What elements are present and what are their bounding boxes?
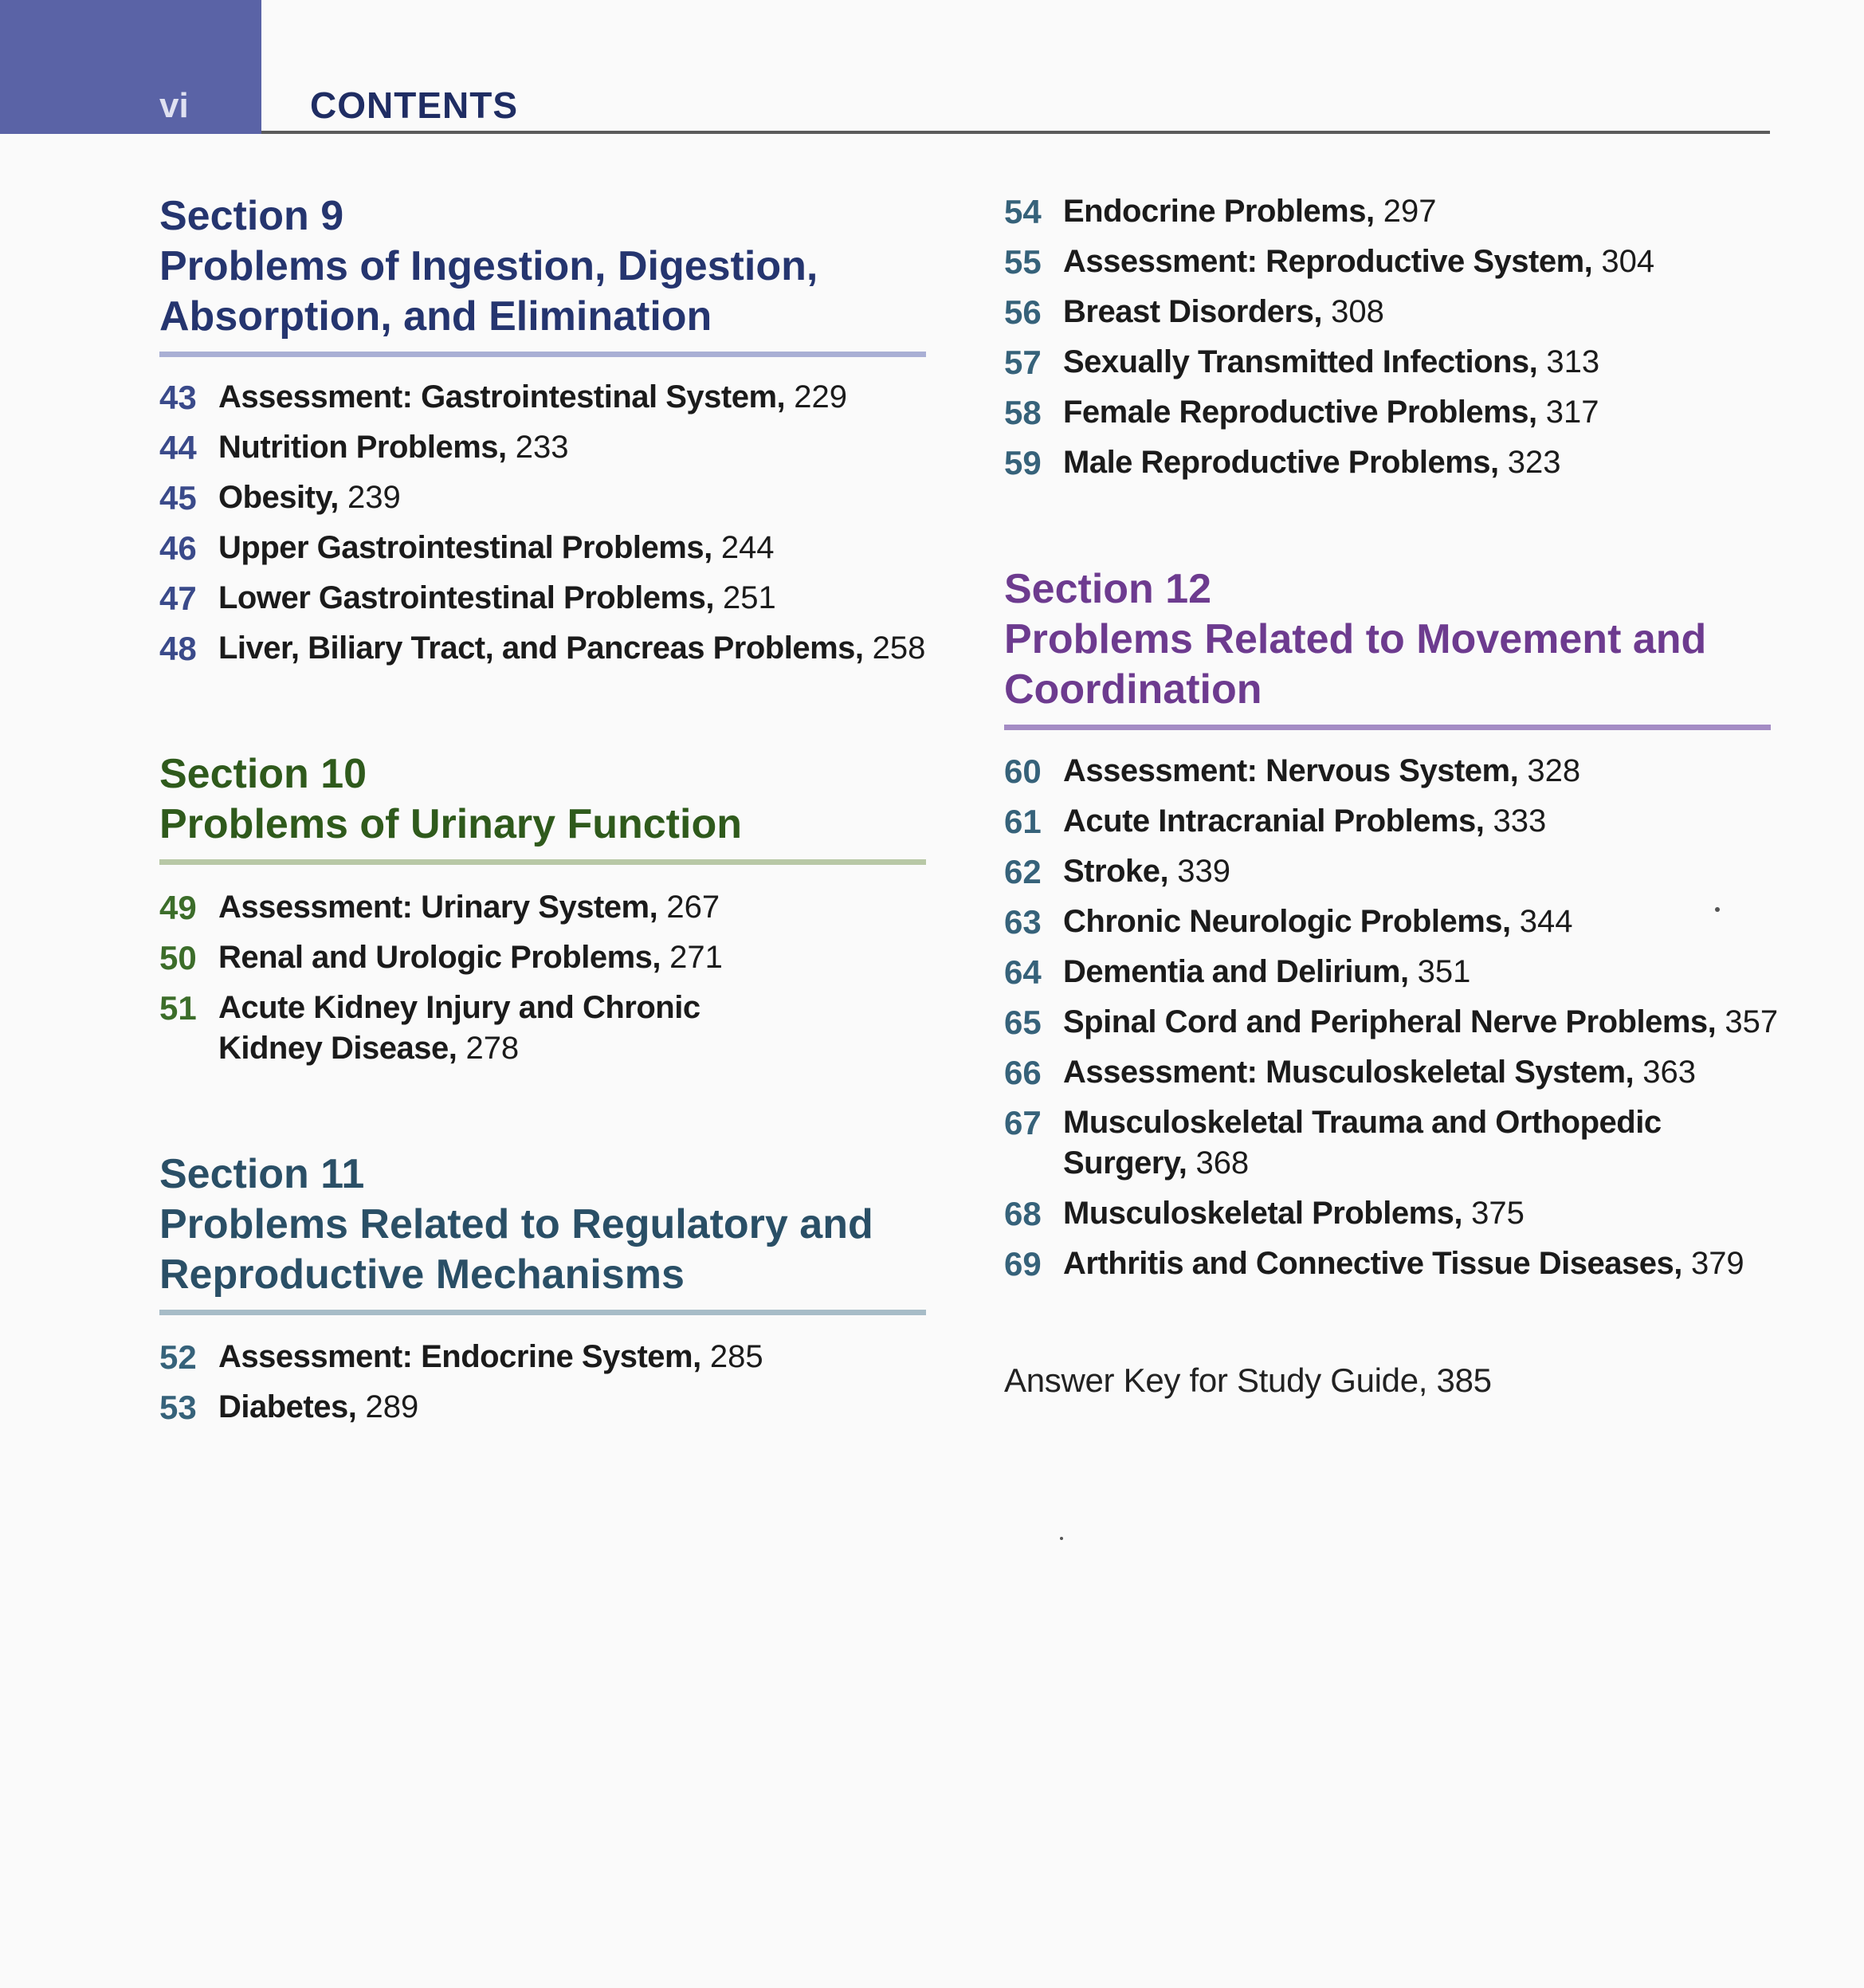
page-number: vi [159, 86, 189, 125]
chapter-title: Endocrine Problems, [1063, 194, 1375, 229]
chapter-list [159, 1337, 936, 1437]
chapter-entry [1004, 1193, 1780, 1234]
section-title-line: Problems of Ingestion, Digestion, [159, 243, 818, 289]
section-title-line: Problems Related to Regulatory and [159, 1201, 873, 1247]
chapter-entry [1004, 1243, 1780, 1284]
section-10 [159, 749, 926, 865]
chapter-entry [1004, 1052, 1780, 1093]
section-11 [159, 1149, 926, 1315]
chapter-title-continued: Surgery, [1063, 1145, 1187, 1181]
chapter-number: 52 [159, 1338, 197, 1376]
chapter-number: 57 [1004, 344, 1042, 381]
chapter-entry [1004, 392, 1780, 433]
chapter-page: 317 [1536, 395, 1599, 430]
chapter-title: Assessment: Musculoskeletal System, [1063, 1055, 1634, 1090]
chapter-number: 61 [1004, 803, 1042, 840]
chapter-entry [1004, 902, 1780, 942]
page-title: CONTENTS [310, 84, 518, 126]
chapter-entry [1004, 751, 1780, 792]
chapter-entry [1004, 851, 1780, 892]
chapter-entry [1004, 442, 1780, 483]
chapter-page: 304 [1592, 244, 1655, 279]
chapter-title: Acute Intracranial Problems, [1063, 803, 1485, 839]
chapter-page: 333 [1484, 803, 1547, 839]
section-title-line: Coordination [1004, 666, 1262, 713]
chapter-page: 285 [700, 1339, 763, 1374]
section-title-line: Reproductive Mechanisms [159, 1251, 685, 1298]
chapter-title: Obesity, [218, 480, 339, 515]
chapter-entry [1004, 191, 1780, 232]
chapter-title: Renal and Urologic Problems, [218, 940, 661, 975]
chapter-title: Breast Disorders, [1063, 294, 1322, 329]
chapter-list [159, 887, 936, 1078]
chapter-page: 351 [1408, 954, 1471, 989]
chapter-entry [1004, 952, 1780, 992]
section-9 [159, 191, 926, 357]
chapter-entry [1004, 801, 1780, 842]
chapter-page: 363 [1634, 1055, 1697, 1090]
chapter-list [159, 377, 936, 678]
chapter-number: 49 [159, 889, 197, 926]
chapter-title: Upper Gastrointestinal Problems, [218, 530, 712, 565]
chapter-number: 46 [159, 529, 197, 567]
chapter-number: 69 [1004, 1245, 1042, 1283]
chapter-title: Lower Gastrointestinal Problems, [218, 580, 714, 615]
chapter-number: 58 [1004, 394, 1042, 431]
chapter-entry [159, 377, 936, 418]
section-label: Section 11 [159, 1151, 365, 1197]
chapter-page: 313 [1537, 344, 1600, 379]
chapter-page: 328 [1518, 753, 1581, 788]
chapter-page: 289 [356, 1389, 419, 1424]
chapter-number: 63 [1004, 903, 1042, 941]
section-label: Section 9 [159, 193, 344, 239]
chapter-entry [159, 1387, 936, 1428]
chapter-title: Stroke, [1063, 854, 1169, 889]
page-number-tab [0, 0, 261, 134]
chapter-page: 368 [1187, 1145, 1250, 1181]
chapter-number: 62 [1004, 853, 1042, 890]
chapter-page: 271 [661, 940, 723, 975]
chapter-page: 258 [863, 631, 926, 666]
section-rule [159, 352, 926, 357]
chapter-entry [1004, 342, 1780, 383]
chapter-page: 251 [713, 580, 776, 615]
chapter-number: 67 [1004, 1104, 1042, 1141]
chapter-title: Female Reproductive Problems, [1063, 395, 1537, 430]
chapter-page: 239 [338, 480, 401, 515]
section-rule [159, 859, 926, 865]
chapter-title: Diabetes, [218, 1389, 357, 1424]
section-label: Section 12 [1004, 566, 1212, 612]
chapter-list [1004, 191, 1780, 493]
chapter-title: Musculoskeletal Problems, [1063, 1196, 1463, 1231]
chapter-entry [159, 988, 936, 1069]
chapter-title: Assessment: Endocrine System, [218, 1339, 701, 1374]
section-title-line: Absorption, and Elimination [159, 293, 712, 340]
chapter-number: 59 [1004, 444, 1042, 481]
chapter-title-continued: Kidney Disease, [218, 1031, 457, 1066]
chapter-entry [159, 528, 936, 568]
chapter-page: 297 [1374, 194, 1437, 229]
speck [1715, 907, 1720, 912]
chapter-page: 379 [1682, 1246, 1744, 1281]
chapter-title: Assessment: Nervous System, [1063, 753, 1519, 788]
section-rule [159, 1310, 926, 1315]
chapter-entry [159, 1337, 936, 1377]
chapter-entry [159, 937, 936, 978]
answer-key-entry: Answer Key for Study Guide, 385 [1004, 1361, 1492, 1399]
chapter-title: Liver, Biliary Tract, and Pancreas Problems, [218, 631, 864, 666]
chapter-title: Musculoskeletal Trauma and Orthopedic [1063, 1105, 1662, 1140]
chapter-number: 48 [159, 630, 197, 667]
chapter-title: Assessment: Reproductive System, [1063, 244, 1593, 279]
chapter-title: Acute Kidney Injury and Chronic [218, 990, 700, 1025]
chapter-number: 44 [159, 429, 197, 466]
chapter-list [1004, 751, 1780, 1294]
chapter-title: Nutrition Problems, [218, 430, 507, 465]
section-title-line: Problems of Urinary Function [159, 801, 742, 847]
section-rule [1004, 725, 1771, 730]
chapter-title: Arthritis and Connective Tissue Diseases, [1063, 1246, 1682, 1281]
chapter-entry [1004, 292, 1780, 332]
chapter-page: 344 [1510, 904, 1573, 939]
chapter-title: Chronic Neurologic Problems, [1063, 904, 1511, 939]
chapter-number: 51 [159, 989, 197, 1027]
chapter-title: Spinal Cord and Peripheral Nerve Problems, [1063, 1004, 1717, 1039]
chapter-title: Dementia and Delirium, [1063, 954, 1409, 989]
chapter-page: 267 [657, 890, 720, 925]
chapter-number: 45 [159, 479, 197, 517]
chapter-number: 65 [1004, 1004, 1042, 1041]
chapter-number: 50 [159, 939, 197, 976]
chapter-page: 244 [712, 530, 775, 565]
chapter-entry [159, 578, 936, 619]
chapter-page: 278 [457, 1031, 520, 1066]
chapter-number: 54 [1004, 193, 1042, 230]
chapter-number: 43 [159, 379, 197, 416]
chapter-entry [1004, 1002, 1780, 1043]
chapter-page: 339 [1168, 854, 1230, 889]
chapter-entry [1004, 1102, 1780, 1184]
header-rule [261, 131, 1770, 134]
chapter-number: 64 [1004, 953, 1042, 991]
chapter-entry [159, 628, 936, 669]
chapter-page: 357 [1716, 1004, 1779, 1039]
chapter-number: 66 [1004, 1054, 1042, 1091]
section-title-line: Problems Related to Movement and [1004, 616, 1707, 662]
speck [1060, 1537, 1063, 1540]
chapter-page: 229 [785, 379, 848, 414]
chapter-title: Assessment: Urinary System, [218, 890, 658, 925]
chapter-number: 47 [159, 580, 197, 617]
chapter-number: 56 [1004, 293, 1042, 331]
chapter-entry [1004, 242, 1780, 282]
chapter-title: Sexually Transmitted Infections, [1063, 344, 1538, 379]
chapter-page: 233 [506, 430, 569, 465]
chapter-number: 53 [159, 1389, 197, 1426]
chapter-page: 323 [1498, 445, 1561, 480]
chapter-number: 68 [1004, 1195, 1042, 1232]
section-label: Section 10 [159, 751, 367, 797]
chapter-number: 55 [1004, 243, 1042, 281]
chapter-page: 375 [1462, 1196, 1525, 1231]
chapter-entry [159, 887, 936, 928]
chapter-entry [159, 477, 936, 518]
chapter-title: Assessment: Gastrointestinal System, [218, 379, 786, 414]
chapter-title: Male Reproductive Problems, [1063, 445, 1499, 480]
section-12 [1004, 564, 1771, 730]
chapter-number: 60 [1004, 752, 1042, 790]
chapter-entry [159, 427, 936, 468]
chapter-page: 308 [1321, 294, 1384, 329]
